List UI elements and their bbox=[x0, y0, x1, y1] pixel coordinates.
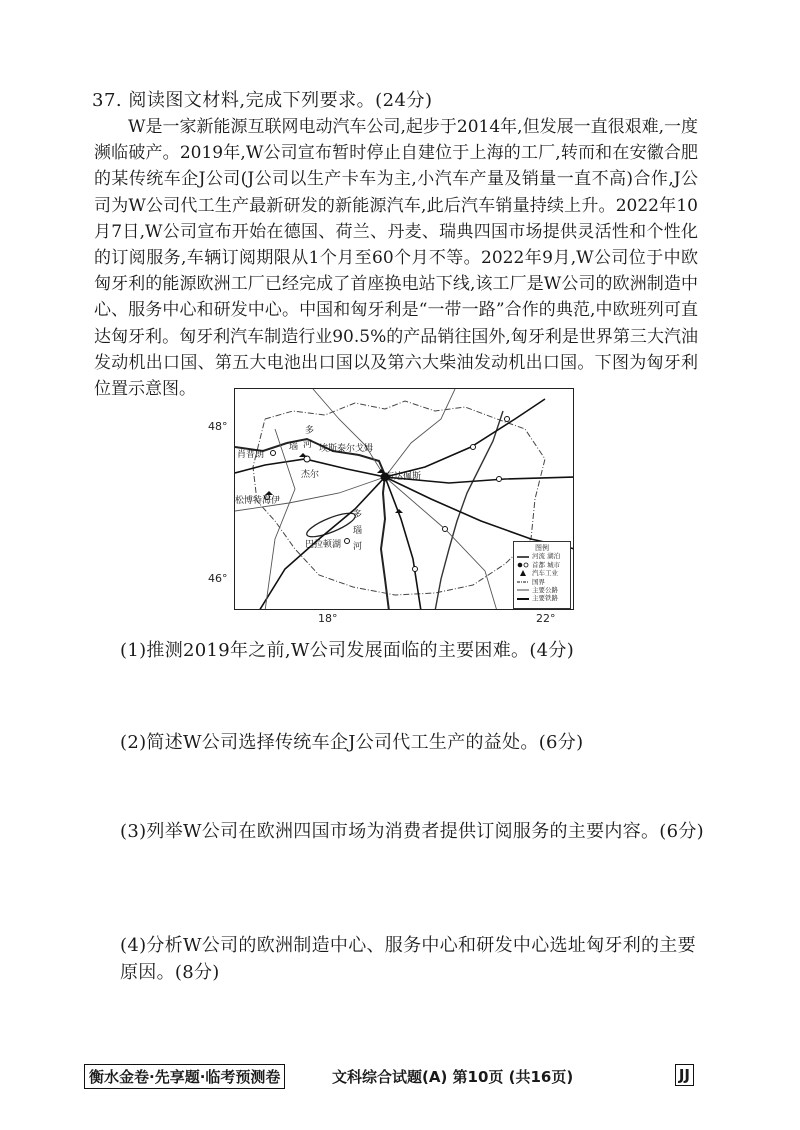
map-legend bbox=[513, 541, 571, 609]
road-icon bbox=[517, 587, 529, 593]
footer-title: 文科综合试题(A) 第10页 (共16页) bbox=[332, 1068, 574, 1086]
map-label-he-1: 河 bbox=[303, 440, 313, 450]
footer-code: JJ bbox=[675, 1064, 694, 1086]
legend-title: 图例 bbox=[535, 544, 549, 552]
map-label-budapest: 布达佩斯 bbox=[385, 472, 422, 482]
map-label-szombathely: 松博特海伊 bbox=[235, 496, 281, 506]
hungary-location-map bbox=[234, 388, 574, 610]
auto-industry-icon bbox=[517, 570, 529, 576]
page-footer bbox=[84, 1064, 694, 1088]
rail-icon bbox=[517, 596, 529, 602]
question-passage bbox=[94, 114, 698, 402]
legend-border: 国界 bbox=[517, 578, 567, 586]
danube-river bbox=[235, 439, 389, 610]
legend-river-lake: 河流 湖泊 bbox=[517, 552, 567, 560]
map-label-esztergom: 埃斯泰尔戈姆 bbox=[319, 444, 374, 454]
subquestion-2: (2)简述W公司选择传统车企J公司代工生产的益处。(6分) bbox=[120, 732, 584, 753]
longitude-22: 22° bbox=[536, 612, 556, 625]
capital-city-icon bbox=[517, 562, 529, 568]
river-lake-icon bbox=[517, 554, 529, 560]
passage-text: W是一家新能源互联网电动汽车公司,起步于2014年,但发展一直很艰难,一度濒临破产。2019年,W公司宣布暂时停止自建位于上海的工厂,转而和在安徽合肥的某传统车企J公司(J公司以生产卡车为主,小汽车产量及销量一直不高)合作,J公司为W公司代工生产最新研发的新能源汽车,此后汽车销量持续上升。2022年10月7日,W公司宣布开始在德国、荷兰、丹麦、瑞典四国市场提供灵活性和个性化的订阅服务,车辆订阅期限从1个月至60个月不等。2022年9月,W公司位于中欧匈牙利的能源欧洲工厂已经完成了首座换电站下线,该工厂是W公司的欧洲制造中心、服务中心和研发中心。中国和匈牙利是“一带一路”合作的典范,中欧班列可直达匈牙利。匈牙利汽车制造行业90.5%的产品销往国外,匈牙利是世界第三大汽油发动机出口国、第五大电池出口国以及第六大柴油发动机出口国。下图为匈牙利位置示意图。 bbox=[94, 117, 698, 400]
question-heading: 37. 阅读图文材料,完成下列要求。(24分) bbox=[92, 90, 433, 111]
map-label-nao-2: 瑙 bbox=[353, 526, 363, 536]
map-label-balaton: 巴拉顿湖 bbox=[305, 540, 342, 550]
legend-auto: 汽车工业 bbox=[517, 569, 567, 577]
legend-capital-city: 首都 城市 bbox=[517, 561, 567, 569]
map-label-he-2: 河 bbox=[353, 542, 363, 552]
map-label-sopron: 肖普朗 bbox=[237, 450, 265, 460]
map-label-duo-1: 多 bbox=[305, 426, 315, 436]
subquestion-1: (1)推测2019年之前,W公司发展面临的主要困难。(4分) bbox=[120, 640, 575, 661]
map-label-nao-1: 瑙 bbox=[289, 442, 299, 452]
national-border bbox=[253, 401, 545, 595]
legend-road: 主要公路 bbox=[517, 586, 567, 594]
legend-rail: 主要铁路 bbox=[517, 594, 567, 602]
longitude-18: 18° bbox=[318, 612, 338, 625]
border-icon bbox=[517, 579, 529, 585]
subquestion-3: (3)列举W公司在欧洲四国市场为消费者提供订阅服务的主要内容。(6分) bbox=[120, 821, 704, 842]
footer-brand: 衡水金卷·先享题·临考预测卷 bbox=[84, 1064, 285, 1089]
tisza-river bbox=[435, 411, 503, 610]
latitude-46: 46° bbox=[208, 572, 228, 585]
latitude-48: 48° bbox=[208, 420, 228, 433]
map-label-duo-2: 多 bbox=[353, 510, 363, 520]
map-label-gyor: 杰尔 bbox=[301, 470, 320, 480]
subquestion-4: (4)分析W公司的欧洲制造中心、服务中心和研发中心选址匈牙利的主要原因。(8分) bbox=[120, 935, 696, 983]
